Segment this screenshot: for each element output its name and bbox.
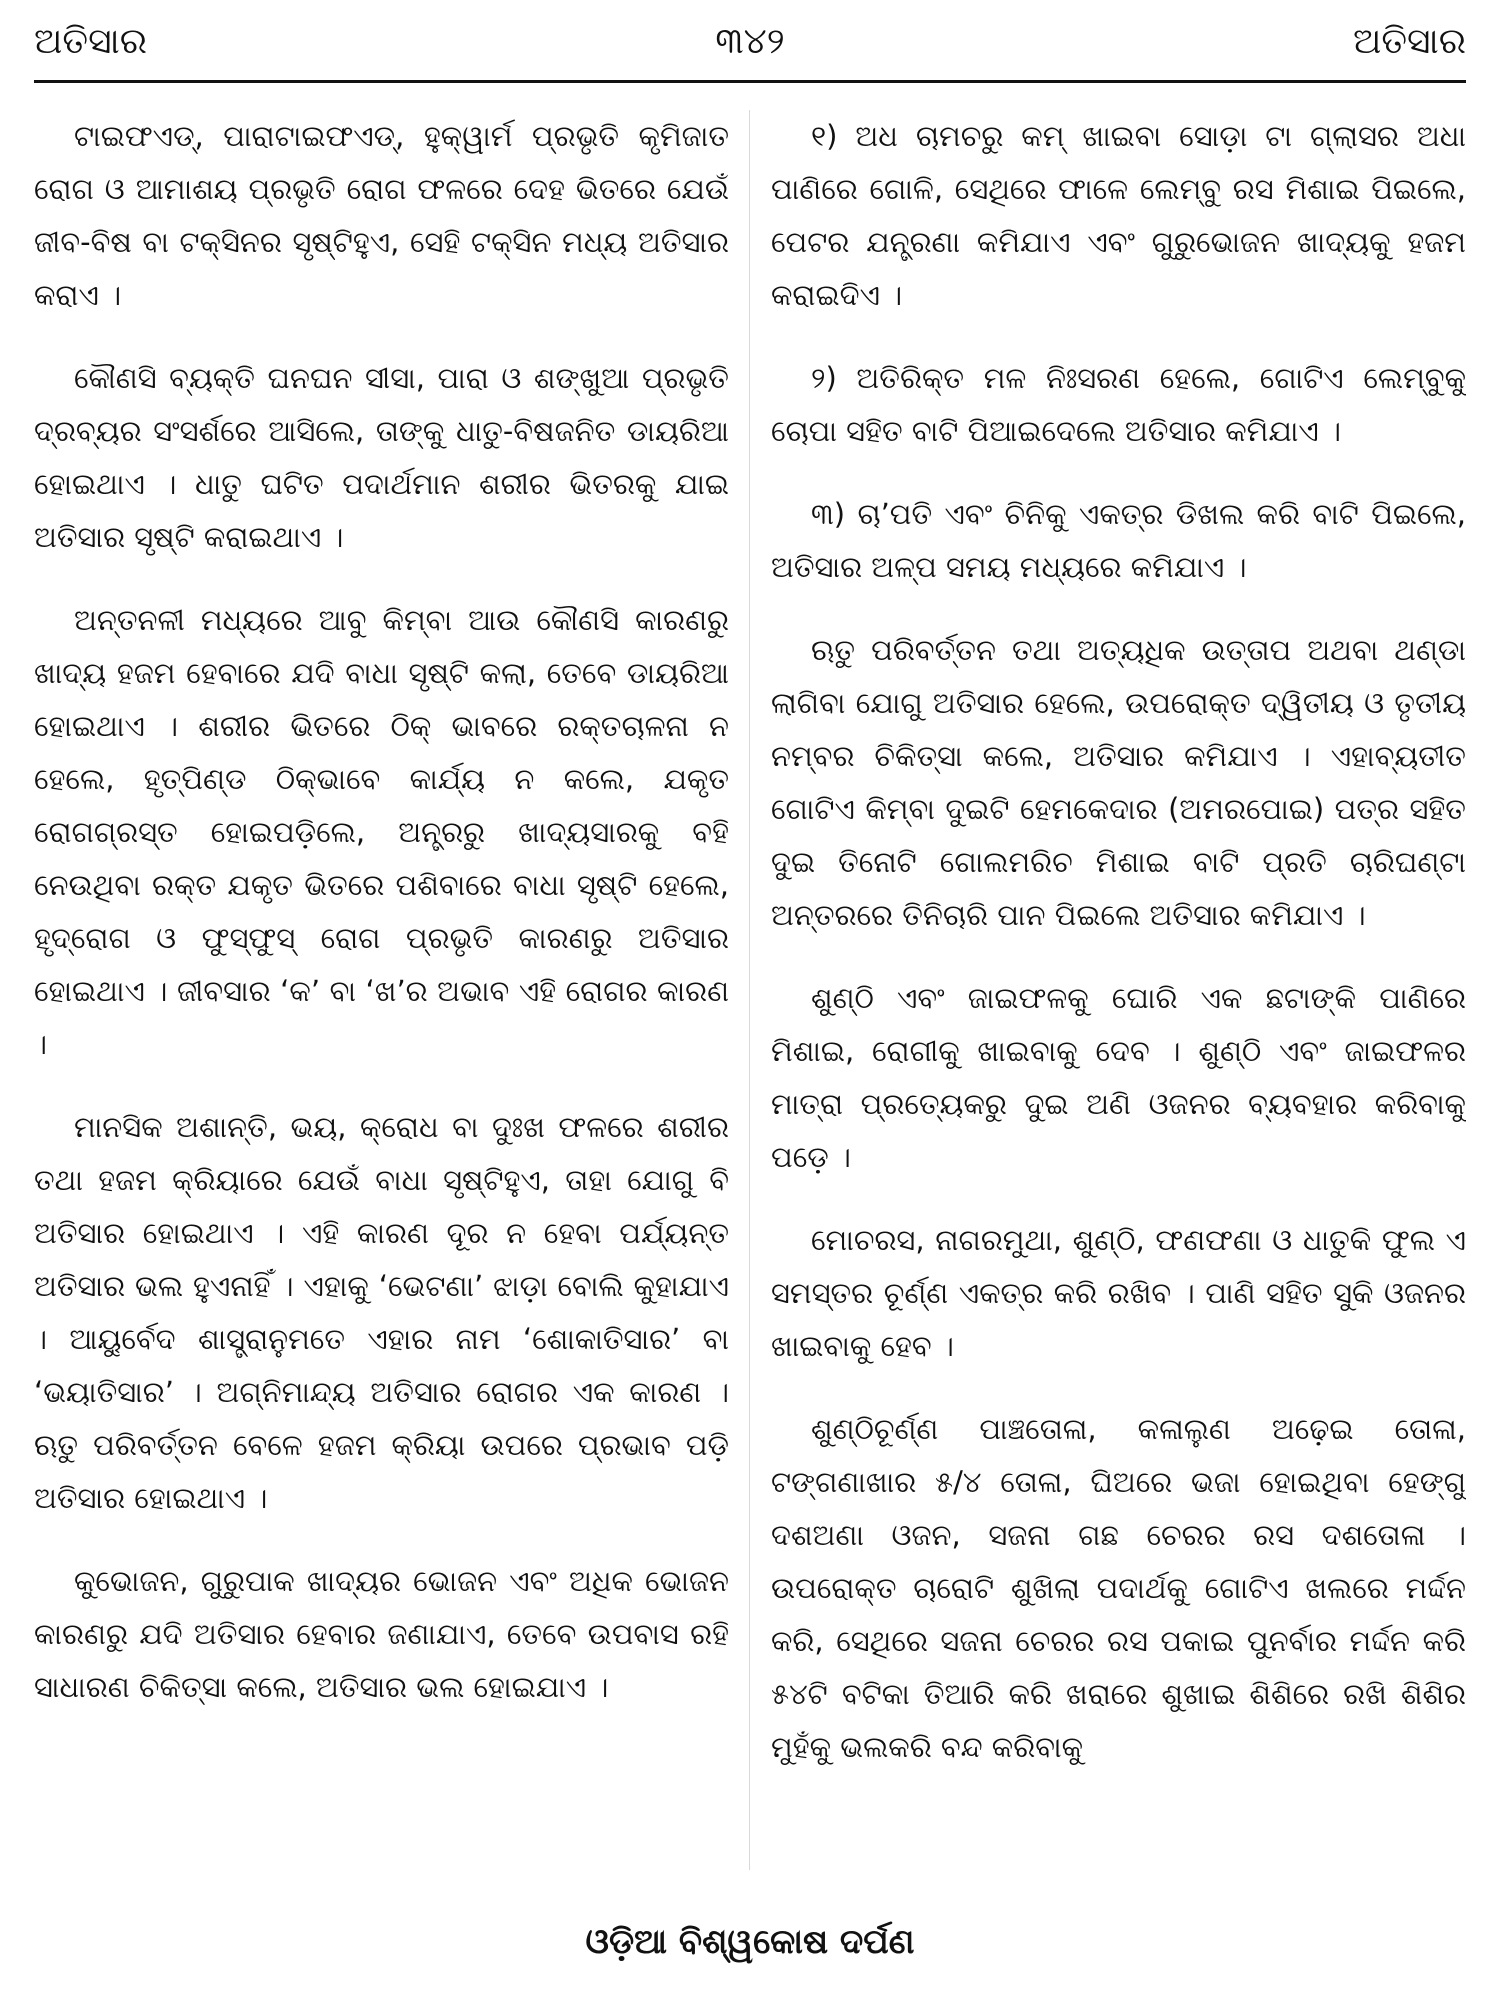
paragraph: କୌଣସି ବ୍ୟକ୍ତି ଘନଘନ ସୀସା, ପାରା ଓ ଶଙ୍ଖୁଆ ପ୍ରଭୃତି ଦ୍ରବ୍ୟର ସଂସର୍ଶରେ ଆସିଲେ, ତାଙ୍କୁ ଧାତୁ-ବିଷଜନିତ ଡାୟରିଆ ହୋଇଥାଏ । ଧାତୁ ଘଟିତ ପଦାର୍ଥମାନ ଶରୀର ଭିତରକୁ ଯାଇ ଅତିସାର ସୃଷ୍ଟି କରାଇଥାଏ ।: [34, 361, 729, 554]
header-right-title: ଅତିସାର: [1352, 21, 1466, 62]
paragraph: ଋତୁ ପରିବର୍ତ୍ତନ ତଥା ଅତ୍ୟଧିକ ଉତ୍ତାପ ଅଥବା ଥଣ୍ଡା ଲାଗିବା ଯୋଗୁ ଅତିସାର ହେଲେ, ଉପରୋକ୍ତ ଦ୍ୱିତୀୟ ଓ ତୃତୀୟ ନମ୍ବର ଚିକିତ୍ସା କଲେ, ଅତିସାର କମିଯାଏ । ଏହାବ୍ୟତୀତ ଗୋଟିଏ କିମ୍ବା ଦୁଇଟି ହେମକେଦାର (ଅମରପୋଇ) ପତ୍ର ସହିତ ଦୁଇ ତିନୋଟି ଗୋଲମରିଚ ମିଶାଇ ବାଟି ପ୍ରତି ଚାରିଘଣ୍ଟା ଅନ୍ତରରେ ତିନିଚାରି ପାନ ପିଇଲେ ଅତିସାର କମିଯାଏ ।: [771, 633, 1466, 932]
paragraph: ମୋଚରସ, ନାଗରମୁଥା, ଶୁଣ୍ଠି, ଫଣଫଣା ଓ ଧାତୁକି ଫୁଲ ଏ ସମସ୍ତର ଚୂର୍ଣ୍ଣ ଏକତ୍ର କରି ରଖିବ । ପାଣି ସହିତ ସୁକି ଓଜନର ଖାଇବାକୁ ହେବ ।: [771, 1223, 1466, 1363]
header-left-title: ଅତିସାର: [34, 21, 148, 62]
paragraph: ମାନସିକ ଅଶାନ୍ତି, ଭୟ, କ୍ରୋଧ ବା ଦୁଃଖ ଫଳରେ ଶରୀର ତଥା ହଜମ କ୍ରିୟାରେ ଯେଉଁ ବାଧା ସୃଷ୍ଟିହୁଏ, ତାହା ଯୋଗୁ ବି ଅତିସାର ହୋଇଥାଏ । ଏହି କାରଣ ଦୂର ନ ହେବା ପର୍ଯ୍ୟନ୍ତ ଅତିସାର ଭଲ ହୁଏନାହିଁ । ଏହାକୁ ‘ଭେଟଣା’ ଝାଡ଼ା ବୋଲି କୁହାଯାଏ । ଆୟୁର୍ବେଦ ଶାସ୍ତ୍ରାନୁମତେ ଏହାର ନାମ ‘ଶୋକାତିସାର’ ବା ‘ଭୟାତିସାର’ । ଅଗ୍ନିମାନ୍ଦ୍ୟ ଅତିସାର ରୋଗର ଏକ କାରଣ । ଋତୁ ପରିବର୍ତ୍ତନ ବେଳେ ହଜମ କ୍ରିୟା ଉପରେ ପ୍ରଭାବ ପଡ଼ି ଅତିସାର ହୋଇଥାଏ ।: [34, 1110, 729, 1515]
paragraph: ଶୁଣ୍ଠି ଏବଂ ଜାଇଫଳକୁ ଘୋରି ଏକ ଛଟାଙ୍କି ପାଣିରେ ମିଶାଇ, ରୋଗୀକୁ ଖାଇବାକୁ ଦେବ । ଶୁଣ୍ଠି ଏବଂ ଜାଇଫଳର ମାତ୍ରା ପ୍ରତ୍ୟେକରୁ ଦୁଇ ଅଣି ଓଜନର ବ୍ୟବହାର କରିବାକୁ ପଡ଼େ ।: [771, 981, 1466, 1174]
remedy-paragraph: ୧) ଅଧ ଚାମଚରୁ କମ୍ ଖାଇବା ସୋଡ଼ା ଟା ଗ୍ଲାସର ଅଧା ପାଣିରେ ଗୋଳି, ସେଥିରେ ଫାଳେ ଲେମ୍ବୁ ରସ ମିଶାଇ ପିଇଲେ, ପେଟର ଯନ୍ତ୍ରଣା କମିଯାଏ ଏବଂ ଗୁରୁଭୋଜନ ଖାଦ୍ୟକୁ ହଜମ କରାଇଦିଏ ।: [771, 119, 1466, 312]
right-column: [771, 110, 1466, 1890]
remedy-paragraph: ୨) ଅତିରିକ୍ତ ମଳ ନିଃସରଣ ହେଲେ, ଗୋଟିଏ ଲେମ୍ବୁକୁ ଚୋପା ସହିତ ବାଟି ପିଆଇଦେଲେ ଅତିସାର କମିଯାଏ ।: [771, 361, 1466, 448]
column-divider: [749, 110, 750, 1870]
paragraph: ଅନ୍ତନଳୀ ମଧ୍ୟରେ ଆବୁ କିମ୍ବା ଆଉ କୌଣସି କାରଣରୁ ଖାଦ୍ୟ ହଜମ ହେବାରେ ଯଦି ବାଧା ସୃଷ୍ଟି କଲା, ତେବେ ଡାୟରିଆ ହୋଇଥାଏ । ଶରୀର ଭିତରେ ଠିକ୍ ଭାବରେ ରକ୍ତଚାଳନା ନ ହେଲେ, ହୃତ୍‌ପିଣ୍ଡ ଠିକ୍‌ଭାବେ କାର୍ଯ୍ୟ ନ କଲେ, ଯକୃତ ରୋଗଗ୍ରସ୍ତ ହୋଇପଡ଼ିଲେ, ଅନ୍ତ୍ରରୁ ଖାଦ୍ୟସାରକୁ ବହି ନେଉଥିବା ରକ୍ତ ଯକୃତ ଭିତରେ ପଶିବାରେ ବାଧା ସୃଷ୍ଟି ହେଲେ, ହୃଦ୍‌ରୋଗ ଓ ଫୁସ୍‌ଫୁସ୍ ରୋଗ ପ୍ରଭୃତି କାରଣରୁ ଅତିସାର ହୋଇଥାଏ । ଜୀବସାର ‘କ’ ବା ‘ଖ’ର ଅଭାବ ଏହି ରୋଗର କାରଣ ।: [34, 603, 729, 1061]
left-column: [34, 110, 729, 1890]
remedy-paragraph: ୩) ଚା’ପତି ଏବଂ ଚିନିକୁ ଏକତ୍ର ଡିଖଲ କରି ବାଟି ପିଇଲେ, ଅତିସାର ଅଳ୍ପ ସମୟ ମଧ୍ୟରେ କମିଯାଏ ।: [771, 497, 1466, 584]
footer-title: ଓଡ଼ିଆ ବିଶ୍ୱକୋଷ ଦର୍ପଣ: [585, 1922, 915, 1962]
running-header: [34, 18, 1466, 66]
header-rule: [34, 80, 1466, 83]
paragraph: ଶୁଣ୍ଠିଚୂର୍ଣ୍ଣ ପାଞ୍ଚତୋଳା, କଳାଲୁଣ ଅଢ଼େଇ ତୋଳା, ଟଙ୍ଗଣାଖାର ୫/୪ ତୋଳା, ଘିଅରେ ଭଜା ହୋଇଥିବା ହେଙ୍ଗୁ ଦଶଅଣା ଓଜନ, ସଜନା ଗଛ ଚେରର ରସ ଦଶତୋଳା । ଉପରୋକ୍ତ ଚାରୋଟି ଶୁଖିଲା ପଦାର୍ଥକୁ ଗୋଟିଏ ଖଲରେ ମର୍ଦ୍ଦନ କରି, ସେଥିରେ ସଜନା ଚେରର ରସ ପକାଇ ପୁନର୍ବାର ମର୍ଦ୍ଦନ କରି ୫୪ଟି ବଟିକା ତିଆରି କରି ଖରାରେ ଶୁଖାଇ ଶିଶିରେ ରଖି ଶିଶିର ମୁହଁକୁ ଭଲକରି ବନ୍ଦ କରିବାକୁ: [771, 1412, 1466, 1764]
page-number: ୩୪୨: [715, 21, 785, 62]
paragraph: ଟାଇଫଏଡ୍, ପାରାଟାଇଫଏଡ୍, ହୁକ୍‌ୱାର୍ମ ପ୍ରଭୃତି କୃମିଜାତ ରୋଗ ଓ ଆମାଶୟ ପ୍ରଭୃତି ରୋଗ ଫଳରେ ଦେହ ଭିତରେ ଯେଉଁ ଜୀବ-ବିଷ ବା ଟକ୍‌ସିନର ସୃଷ୍ଟିହୁଏ, ସେହି ଟକ୍‌ସିନ ମଧ୍ୟ ଅତିସାର କରାଏ ।: [34, 119, 729, 312]
paragraph: କୁଭୋଜନ, ଗୁରୁପାକ ଖାଦ୍ୟର ଭୋଜନ ଏବଂ ଅଧିକ ଭୋଜନ କାରଣରୁ ଯଦି ଅତିସାର ହେବାର ଜଣାଯାଏ, ତେବେ ଉପବାସ ରହି ସାଧାରଣ ଚିକିତ୍ସା କଲେ, ଅତିସାର ଭଲ ହୋଇଯାଏ ।: [34, 1564, 729, 1704]
